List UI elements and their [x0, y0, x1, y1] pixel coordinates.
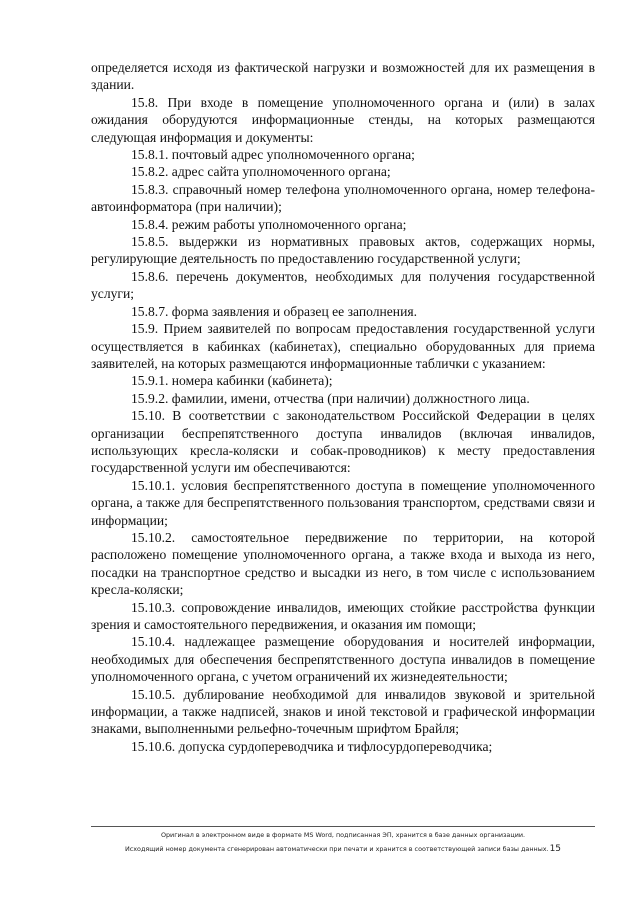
paragraph: 15.10.2. самостоятельное передвижение по территории, на которой расположено помещение уполномоченного органа, а также входа и выхода из него, посадки на транспортное средство и высадки из него, в том числе с использованием кресла-коляски; [91, 529, 595, 598]
document-body [91, 59, 595, 755]
paragraph: 15.10.1. условия беспрепятственного доступа в помещение уполномоченного органа, а также для беспрепятственного пользования транспортом, средствами связи и информации; [91, 477, 595, 528]
paragraph: 15.8.1. почтовый адрес уполномоченного органа; [131, 147, 415, 163]
footer-line-2: Исходящий номер документа сгенерирован автоматически при печати и хранится в соответствующей записи базы данных. [124, 845, 549, 853]
paragraph: 15.8.4. режим работы уполномоченного органа; [131, 216, 407, 232]
paragraph: 15.9.1. номера кабинки (кабинета); [131, 373, 333, 389]
paragraph: 15.10.3. сопровождение инвалидов, имеющих стойкие расстройства функции зрения и самостоятельного передвижения, и оказания им помощи; [91, 599, 595, 632]
paragraph: 15.9.2. фамилии, имени, отчества (при наличии) должностного лица. [131, 390, 530, 406]
paragraph: 15.10.6. допуска сурдопереводчика и тифлосурдопереводчика; [131, 738, 493, 754]
paragraph: 15.8.7. форма заявления и образец ее заполнения. [131, 303, 417, 319]
paragraph: 15.10.4. надлежащее размещение оборудования и носителей информации, необходимых для обеспечения беспрепятственного доступа инвалидов в помещение уполномоченного органа, с учетом ограничений их жизнедеятельности; [91, 634, 595, 685]
footer-divider [91, 826, 595, 827]
paragraph: 15.10.5. дублирование необходимой для инвалидов звуковой и зрительной информации, а также надписей, знаков и иной текстовой и графической информации знаками, выполненными рельефно-точечным шрифтом Брайля; [91, 686, 595, 737]
paragraph: определяется исходя из фактической нагрузки и возможностей для их размещения в здании. [91, 60, 595, 93]
page-number: 15 [549, 844, 562, 854]
paragraph: 15.8.3. справочный номер телефона уполномоченного органа, номер телефона-автоинформатора (при наличии); [91, 181, 595, 215]
paragraph: 15.8. При входе в помещение уполномоченного органа и (или) в залах ожидания оборудуются информационные стенды, на которых размещаются следующая информация и документы: [91, 94, 595, 145]
paragraph: 15.9. Прием заявителей по вопросам предоставления государственной услуги осуществляется в кабинках (кабинетах), специально оборудованных для приема заявителей, на которых размещаются информационные таблички с указанием: [91, 321, 595, 371]
footer-notice-original [91, 831, 595, 839]
paragraph: 15.8.2. адрес сайта уполномоченного органа; [131, 164, 391, 180]
paragraph: 15.8.5. выдержки из нормативных правовых актов, содержащих нормы, регулирующие деятельность по предоставлению государственной услуги; [91, 234, 595, 267]
paragraph: 15.10. В соответствии с законодательством Российской Федерации в целях организации беспрепятственного доступа инвалидов (включая инвалидов, использующих кресла-коляски и собак-проводников) к месту предоставления государственной услуги им обеспечиваются: [91, 408, 595, 476]
footer-notice-number [91, 845, 595, 853]
footer-line-1: Оригинал в электронном виде в формате MS Word, подписанная ЭП, хранится в базе данных организации. [160, 831, 526, 839]
paragraph: 15.8.6. перечень документов, необходимых для получения государственной услуги; [91, 268, 595, 302]
